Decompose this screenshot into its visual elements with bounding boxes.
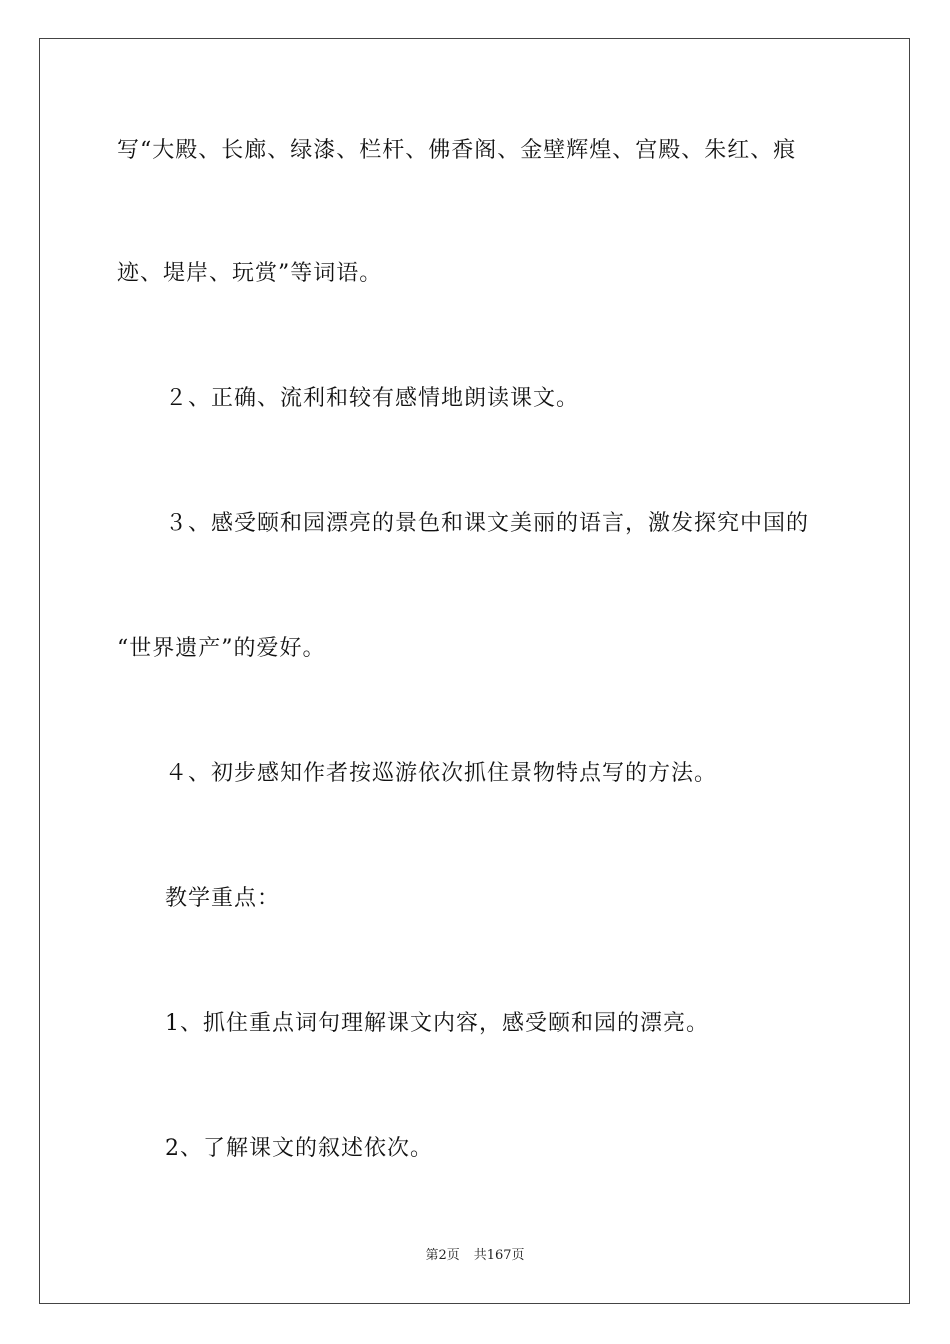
- section-heading-key-points: 教学重点：: [165, 886, 281, 911]
- text-line-8: 1、抓住重点词句理解课文内容，感受颐和园的漂亮。: [165, 1011, 709, 1036]
- text-line-6: ４、初步感知作者按巡游依次抓住景物特点写的方法。: [165, 761, 718, 786]
- text-line-2: 迹、堤岸、玩赏”等词语。: [117, 261, 383, 286]
- text-line-9: 2、了解课文的叙述依次。: [165, 1136, 433, 1161]
- text-line-5: “世界遗产”的爱好。: [117, 636, 326, 661]
- text-line-1: 写“大殿、长廊、绿漆、栏杆、佛香阁、金壁辉煌、宫殿、朱红、痕: [117, 138, 797, 163]
- text-line-3: ２、正确、流利和较有感情地朗读课文。: [165, 386, 580, 411]
- text-line-4: ３、感受颐和园漂亮的景色和课文美丽的语言，激发探究中国的: [165, 511, 810, 536]
- page-border: [39, 38, 910, 1304]
- page-footer: [0, 1247, 950, 1265]
- page-number: 第2页: [425, 1248, 460, 1263]
- page-total: 共167页: [473, 1248, 525, 1263]
